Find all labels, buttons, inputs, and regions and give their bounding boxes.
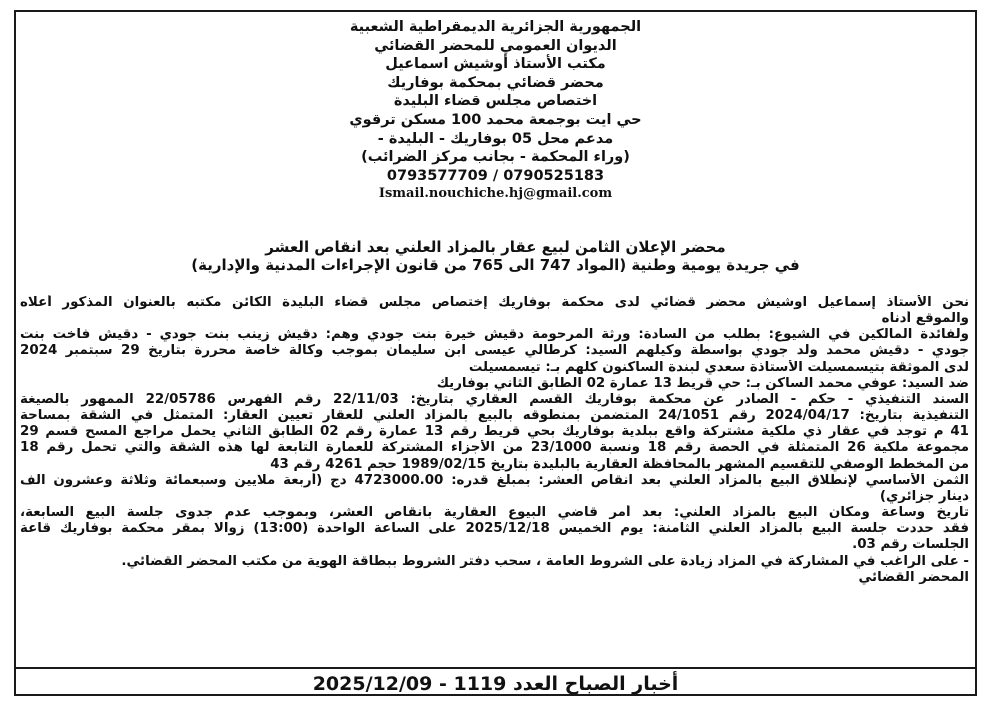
subject-title: محضر الإعلان الثامن لبيع عقار بالمزاد العلني بعد انقاص العشر [265,238,726,256]
header-line-address: حي ايت بوجمعة محمد 100 مسكن ترقوي [349,111,642,128]
body-line: الجلسات رقم 03. [852,537,969,553]
office-header [16,18,975,204]
body-line: دينار جزائري) [879,488,969,504]
body-line: نحن الأستاذ إسماعيل اوشيش محضر قضائي لدى محكمة بوفاريك إختصاص مجلس قضاء البليدة الكائن مكتبه بالعنوان المذكور أعلاه [20,295,969,310]
body-line: الثمن الأساسي لإنطلاق البيع بالمزاد العلني بعد انقاص العشر: بمبلغ قدره: 4723000.00 دج (أربعة ملايين وسبعمائة وثلاثة وعشرون الف [20,472,969,488]
body-line: لدى الموثقة بتيسمسيلت الأستاذة سعدي لبندة الساكنون كلهم بـ: تيسمسيلت [468,359,969,375]
footer-divider [16,667,975,669]
header-line-phones: 0790525183 / 0793577709 [386,167,605,184]
body-line: جودي - دقيش محمد ولد جودي بواسطة وكيلهم السيد: كرطالي عيسى ابن سليمان بموجب وكالة خاصة محررة بتاريخ 29 سبتمبر 2024 [20,343,969,359]
announcement-body [20,295,969,586]
body-line: ضد السيد: عوفي محمد الساكن بـ: حي قريط 13 عمارة 02 الطابق الثاني بوفاريك [436,375,969,391]
body-line: من المخطط الوصفي للتقسيم المشهر بالمحافظة العقارية بالبليدة بتاريخ 1989/02/15 حجم 4261 رقم 43 [270,456,969,472]
header-line-office: الديوان العمومي للمحضر القضائي [374,37,617,54]
header-line-republic: الجمهورية الجزائرية الديمقراطية الشعبية [349,19,642,35]
body-line: السند التنفيذي - حكم - الصادر عن محكمة بوفاريك القسم العقاري بتاريخ: 22/11/03 رقم الفهرس 22/05786 الممهور بالصيغة [20,391,969,407]
signature-title: المحضر القضائي [858,569,969,585]
subject-legal-reference: في جريدة يومية وطنية (المواد 747 الى 765 من قانون الإجراءات المدنية والإدارية) [191,256,800,274]
header-line-landmark: (وراء المحكمة - بجانب مركز الضرائب) [361,149,630,166]
header-line-bailiff: مكتب الأستاذ أوشيش اسماعيل [385,56,606,73]
header-line-address-2: مدعم محل 05 بوفاريك - البليدة - [377,130,614,147]
header-line-court: محضر قضائي بمحكمة بوفاريك [387,74,604,91]
body-line: - على الراغب في المشاركة في المزاد زيادة على الشروط العامة ، سحب دفتر الشروط ببطاقة الهوية من مكتب المحضر القضائي. [121,553,969,569]
body-line: مجموعة ملكية 26 المتمثلة في الحصة رقم 18 ونسبة 23/1000 من الأجزاء المشتركة للعمارة التابعة لها هذه الشقة والتي تحمل رقم 18 [20,440,969,456]
header-email: Ismail.nouchiche.hj@gmail.com [378,186,613,202]
header-line-jurisdiction: اختصاص مجلس قضاء البليدة [393,93,598,110]
announcement-subject [16,238,975,274]
newspaper-footer: أخبار الصباح العدد 1119 - 2025/12/09 [312,673,679,695]
body-line: والموقع أدناه [881,311,969,327]
body-line: 41 م توجد في عقار ذي ملكية مشتركة واقع ببلدية بوفاريك بحي قريط رقم 13 عمارة رقم 02 الطابق الثاني يحمل مراجع المسح قسم 29 [20,424,969,440]
body-line: فقد حددت جلسة البيع بالمزاد العلني الثامنة: يوم الخميس 2025/12/18 على الساعة الواحدة (13:00) زوالا بمقر محكمة بوفاريك قاعة [20,521,969,537]
body-line: التنفيذية بتاريخ: 2024/04/17 رقم 24/1051 المتضمن بمنطوقه بالبيع بالمزاد العلني للعقار تعيين العقار: المتمثل في الشقة بمساحة [20,408,969,424]
announcement-frame [14,10,977,696]
body-line: ولفائدة المالكين في الشيوع: بطلب من السادة: ورثة المرحومة دقيش خيرة بنت جودي وهم: دقيش زينب بنت جودي - دقيش فاخت بنت [20,327,969,343]
body-line: تاريخ وساعة ومكان البيع بالمزاد العلني: بعد أمر قاضي البيوع العقارية بانقاص العشر، وبموجب عدم جدوى جلسة البيع السابعة، [20,505,969,521]
